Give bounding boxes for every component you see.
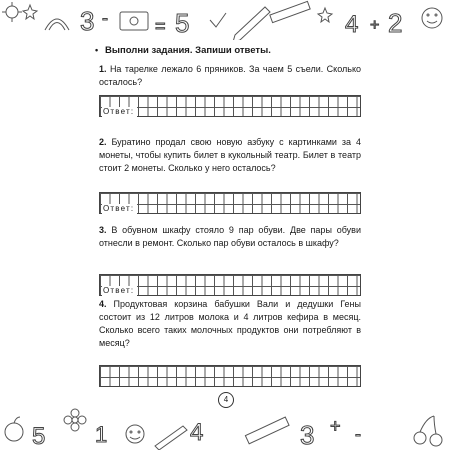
bottom-doodle-band [0,402,450,450]
task-number: 3. [99,225,107,235]
task-1-answer-grid[interactable] [99,95,361,117]
task-4-text [99,298,361,350]
digit-5-bottom-doodle: 5 [32,423,46,450]
task-2-answer-grid[interactable] [99,192,361,214]
digit-2-doodle: 2 [388,8,403,38]
minus-doodle: - [102,8,108,28]
pencil-doodle-icon [233,7,270,40]
task-number: 4. [99,299,107,309]
apple-doodle-icon [5,417,23,441]
task-number: 2. [99,137,107,147]
pencil-bottom-doodle-icon [155,426,187,450]
task-2-text [99,136,361,175]
flower-doodle-icon [64,409,86,431]
task-body: Буратино продал свою новую азбуку с картинками за 4 монеты, чтобы купить билет в кукольный театр. Билет в театр стоит 2 монеты. Сколько у него осталось? [99,137,361,173]
digit-4-doodle: 4 [345,11,359,38]
answer-label: Ответ: [102,107,137,117]
task-3-text [99,224,361,250]
ruler-doodle-icon [270,1,310,22]
task-number: 1. [99,64,107,74]
cherry-doodle-icon [414,416,442,446]
task-3-answer-grid[interactable] [99,274,361,296]
rainbow-doodle-icon [45,19,69,30]
page-number: 4 [218,392,234,408]
digit-3-bottom-doodle: 3 [300,420,315,450]
equals-doodle: = [155,16,166,36]
digit-4-bottom-doodle: 4 [190,419,204,446]
instruction-heading-text: Выполни задания. Запиши ответы. [105,45,271,56]
ruler-bottom-doodle-icon [245,417,289,444]
top-doodle-band [0,0,450,40]
task-body: В обувном шкафу стояло 9 пар обуви. Две пары обуви отнесли в ремонт. Сколько пар обуви осталось в шкафу? [99,225,361,248]
instruction-heading [95,43,365,58]
minus-bottom-doodle: - [355,424,361,444]
bullet-icon: • [95,45,99,55]
smiley-doodle-icon [422,8,442,28]
task-4-answer-grid[interactable] [99,365,361,387]
answer-label: Ответ: [102,286,137,296]
checkmark-doodle-icon [210,13,226,27]
task-body: На тарелке лежало 6 пряников. За чаем 5 съели. Сколько осталось? [99,64,361,87]
star-doodle-icon [318,8,332,22]
digit-5-doodle: 5 [175,8,190,38]
banknote-doodle-icon [120,12,148,30]
plus-bottom-doodle: + [330,416,341,436]
stars-doodle-icon [23,5,37,19]
sun-doodle-icon [2,2,22,22]
smiley-bottom-doodle-icon [126,425,144,443]
plus-doodle: + [370,17,380,34]
answer-label: Ответ: [102,204,137,214]
task-1-text [99,63,361,89]
digit-3-doodle: 3 [80,6,95,36]
digit-1-bottom-doodle: 1 [95,422,108,447]
task-body: Продуктовая корзина бабушки Вали и дедушки Гены состоит из 12 литров молока и 4 литров кефира в месяц. Сколько всего таких молочных продуктов они потребляют в месяц? [99,299,361,348]
